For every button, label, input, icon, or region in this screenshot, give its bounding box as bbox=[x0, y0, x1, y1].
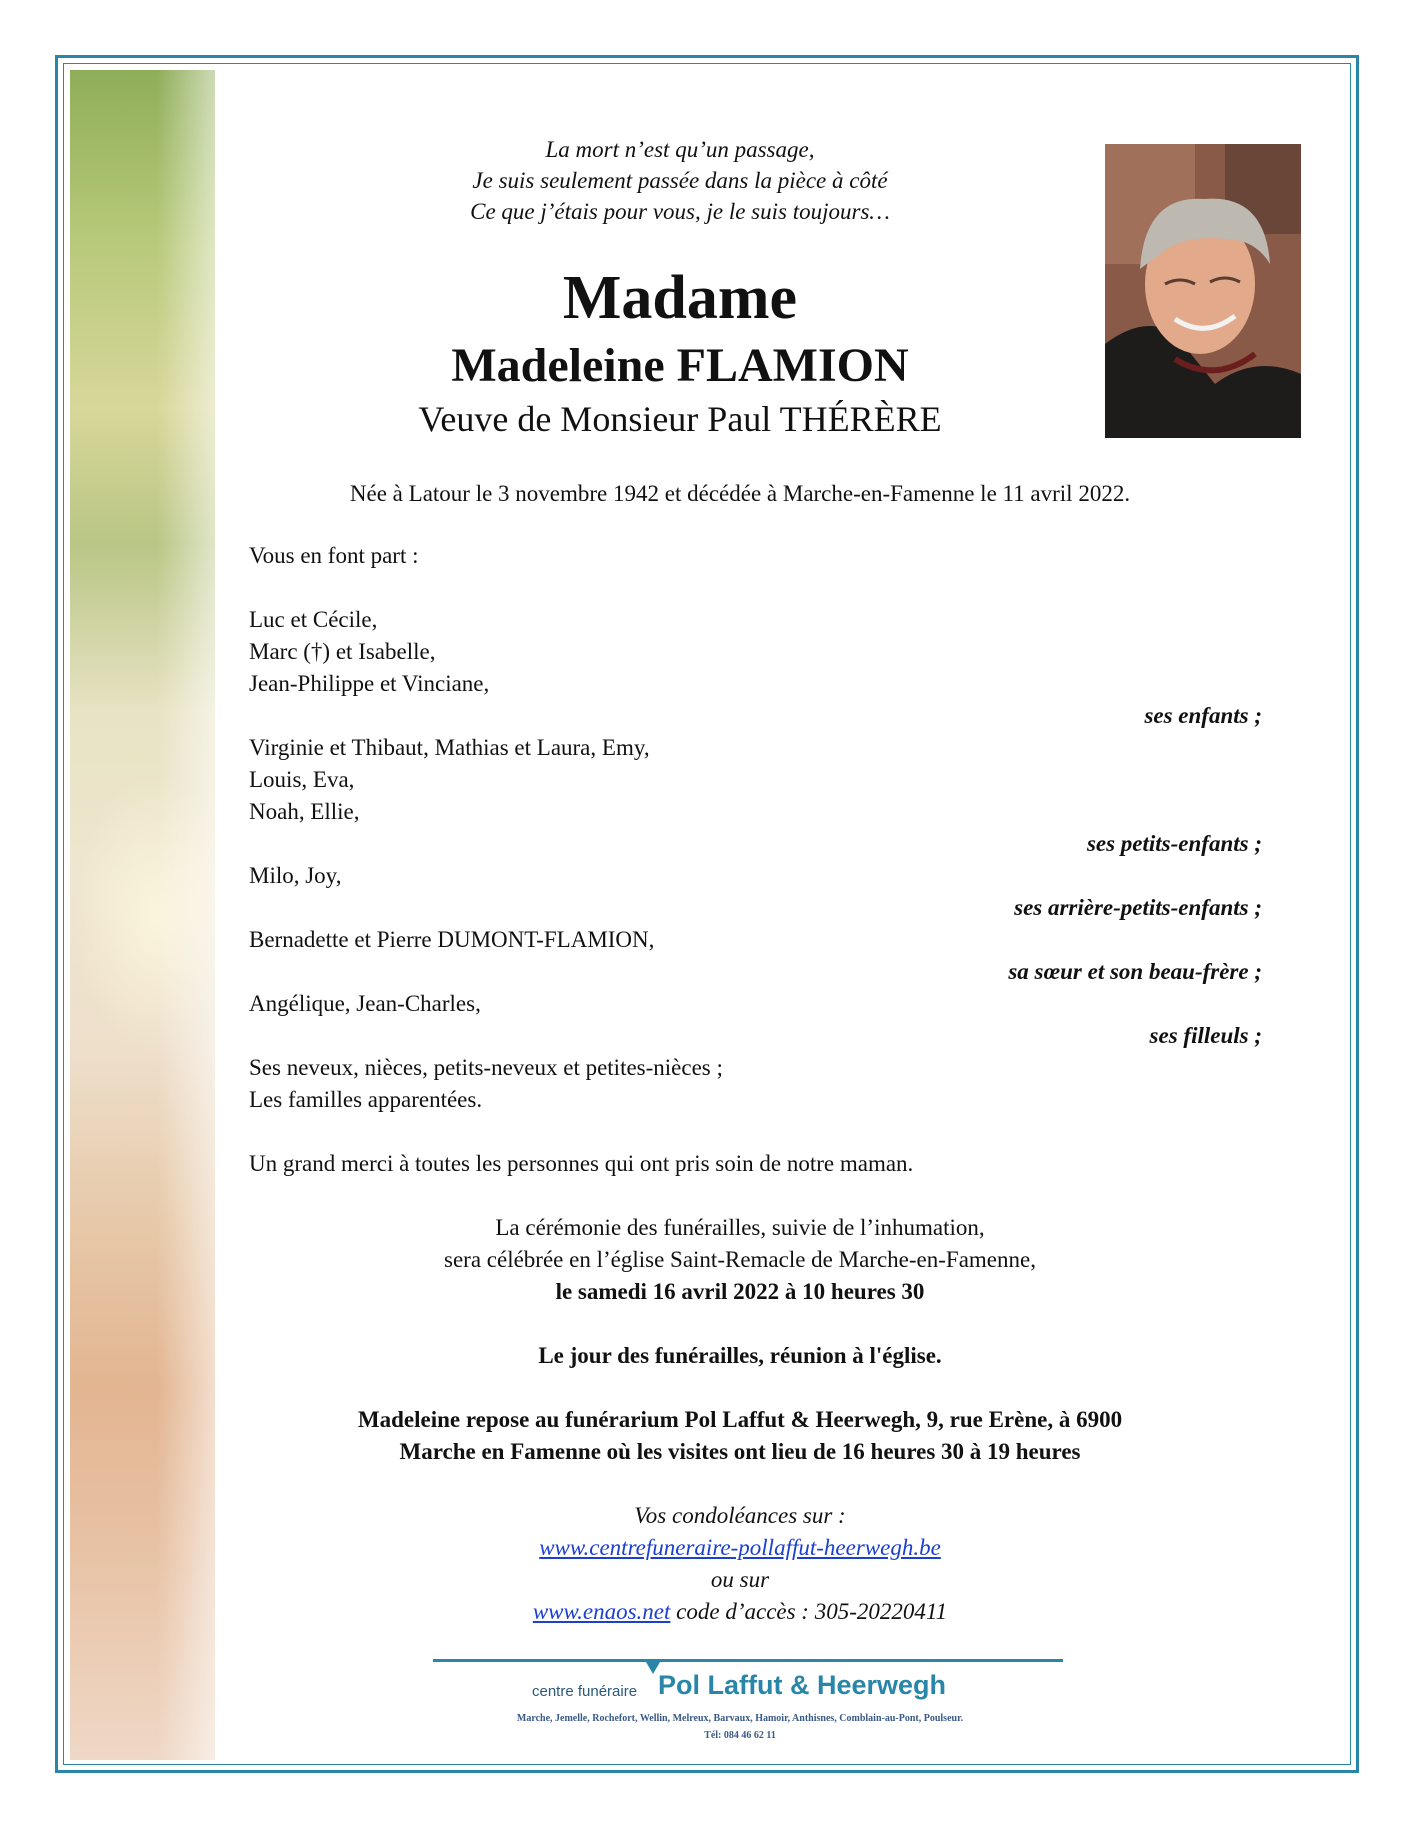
condolences-link-2-line bbox=[240, 1596, 1240, 1628]
others-line-1: Ses neveux, nièces, petits-neveux et petites-nièces ; bbox=[249, 1055, 723, 1080]
rest-line-1: Madeleine repose au funérarium Pol Laffut & Heerwegh, 9, rue Erène, à 6900 bbox=[357, 1407, 1123, 1432]
access-code: code d’accès : 305-20220411 bbox=[670, 1599, 948, 1624]
logo-brand-name: Pol Laffut & Heerwegh bbox=[658, 1670, 947, 1700]
sibling-label: sa sœur et son beau-frère ; bbox=[1008, 959, 1262, 984]
announce-text: Vous en font part : bbox=[249, 543, 419, 568]
ceremony-line-1: La cérémonie des funérailles, suivie de l’inhumation, bbox=[495, 1215, 985, 1240]
condolences-intro: Vos condoléances sur : bbox=[634, 1503, 846, 1528]
others-line-2: Les familles apparentées. bbox=[249, 1087, 483, 1112]
deceased-name: Madeleine FLAMION bbox=[451, 339, 909, 392]
children-line-3: Jean-Philippe et Vinciane, bbox=[249, 671, 490, 696]
logo-small-text: centre funéraire bbox=[532, 1683, 638, 1700]
condolences-link-1[interactable]: www.centrefuneraire-pollaffut-heerwegh.be bbox=[539, 1535, 941, 1560]
condolences-link-1-line bbox=[240, 1532, 1240, 1564]
grandchildren-line-2: Louis, Eva, bbox=[249, 767, 355, 792]
children-line-2: Marc (†) et Isabelle, bbox=[249, 639, 436, 664]
children-label: ses enfants ; bbox=[1144, 703, 1262, 728]
ceremony-datetime: le samedi 16 avril 2022 à 10 heures 30 bbox=[555, 1279, 925, 1304]
birth-death-line: Née à Latour le 3 novembre 1942 et décédée à Marche-en-Famenne le 11 avril 2022. bbox=[349, 481, 1131, 506]
grandchildren-line-1: Virginie et Thibaut, Mathias et Laura, Emy, bbox=[249, 735, 650, 760]
thanks-text: Un grand merci à toutes les personnes qui ont pris soin de notre maman. bbox=[249, 1151, 914, 1176]
logo-rule bbox=[433, 1659, 1063, 1662]
great-grandchildren-line: Milo, Joy, bbox=[249, 863, 342, 888]
rest-line-2: Marche en Famenne où les visites ont lieu de 16 heures 30 à 19 heures bbox=[399, 1439, 1081, 1464]
children-line-1: Luc et Cécile, bbox=[249, 607, 378, 632]
logo-places: Marche, Jemelle, Rochefort, Wellin, Melreux, Barvaux, Hamoir, Anthisnes, Comblain-au-Pont, Poulseur. bbox=[516, 1713, 964, 1724]
forest-path-image bbox=[70, 70, 215, 1760]
quote-line-2: Je suis seulement passée dans la pièce à côté bbox=[472, 168, 888, 193]
widow-line: Veuve de Monsieur Paul THÉRÈRE bbox=[418, 399, 942, 439]
ceremony-line-2: sera célébrée en l’église Saint-Remacle de Marche-en-Famenne, bbox=[444, 1247, 1036, 1272]
quote-line-3: Ce que j’étais pour vous, je le suis toujours… bbox=[470, 199, 890, 224]
grandchildren-label: ses petits-enfants ; bbox=[1086, 831, 1262, 856]
title-madame: Madame bbox=[562, 264, 798, 332]
condolences-link-2[interactable]: www.enaos.net bbox=[532, 1599, 671, 1624]
sibling-line: Bernadette et Pierre DUMONT-FLAMION, bbox=[249, 927, 655, 952]
meeting-text: Le jour des funérailles, réunion à l'église. bbox=[538, 1343, 942, 1368]
godchildren-line: Angélique, Jean-Charles, bbox=[249, 991, 481, 1016]
condolences-or: ou sur bbox=[710, 1567, 770, 1592]
godchildren-label: ses filleuls ; bbox=[1149, 1023, 1262, 1048]
grandchildren-line-3: Noah, Ellie, bbox=[249, 799, 360, 824]
logo-telephone: Tél: 084 46 62 11 bbox=[704, 1730, 776, 1741]
portrait-photo bbox=[1105, 144, 1301, 438]
quote-line-1: La mort n’est qu’un passage, bbox=[545, 137, 815, 162]
great-grandchildren-label: ses arrière-petits-enfants ; bbox=[1014, 895, 1262, 920]
